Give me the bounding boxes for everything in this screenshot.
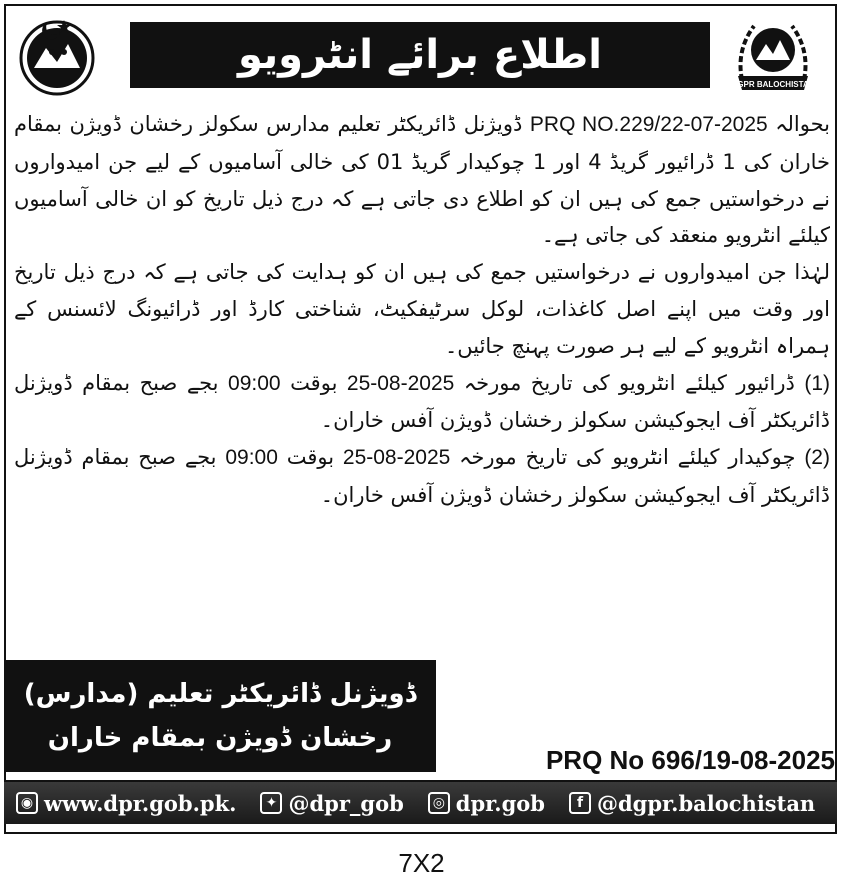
globe-icon: ◉ [16,792,38,814]
social-media-bar [4,780,837,824]
time-label: بوقت [290,370,338,395]
social-twitter-text: @dpr_gob [288,790,404,816]
balochistan-emblem-logo [12,10,102,100]
item-rest: بجے صبح بمقام ڈویژنل ڈائریکٹر آف ایجوکیشن سکولز رخشان ڈویژن آفس خاران۔ [14,370,830,433]
reference-prefix: بحوالہ [775,112,830,136]
signature-line-1: ڈویژنل ڈائریکٹر تعلیم (مدارس) [23,679,417,709]
signature-line-2: رخشان ڈویژن بمقام خاران [47,723,393,753]
item-label: ڈرائیور کیلئے انٹرویو کی تاریخ مورخہ [463,370,795,395]
social-twitter[interactable] [248,782,415,824]
social-website-text: www.dpr.gob.pk. [44,790,237,816]
interview-time: 09:00 [225,446,278,470]
social-website[interactable] [4,782,248,824]
item-label: چوکیدار کیلئے انٹرویو کی تاریخ مورخہ [459,445,796,470]
dgpr-logo-text: DGPR BALOCHISTAN [731,80,815,89]
instagram-icon: ◎ [428,792,450,814]
interview-date: 25-08-2025 [342,446,451,470]
paragraph-1-text: ڈویژنل ڈائریکٹر تعلیم مدارس سکولز رخشان ڈویژن بمقام خاران کی 1 ڈرائیور گریڈ 4 اور 1 چوکیدار گریڈ 01 کی خالی آسامیوں کے لیے جن امیدواروں نے درخواستیں جمع کی ہیں ان کو اطلاع دی جاتی ہے کہ درج ذیل تاریخ کو ان خالی آسامیوں کیلئے انٹرویو منعقد کی جاتی ہے۔ [14,112,830,248]
social-instagram-text: dpr.gob [455,790,545,816]
interview-item-chowkidar [14,439,830,514]
dgpr-balochistan-logo [728,10,818,100]
notice-title-box [130,22,710,88]
time-label: بوقت [286,445,335,470]
facebook-icon: f [569,792,591,814]
twitter-icon: ✦ [260,792,282,814]
social-facebook-text: @dgpr.balochistan [597,790,816,816]
item-number: (1) [804,371,830,395]
ad-size-label: 7X2 [398,848,445,878]
notice-title: اطلاع برائے انٹرویو [238,32,602,78]
notice-body [14,106,830,514]
item-number: (2) [804,446,830,470]
item-rest: بجے صبح بمقام ڈویژنل ڈائریکٹر آف ایجوکیشن سکولز رخشان ڈویژن آفس خاران۔ [14,445,830,507]
reference-number: PRQ NO.229/22-07-2025 [529,113,768,136]
interview-item-driver [14,365,830,440]
interview-time: 09:00 [228,371,281,395]
prq-reference: PRQ No 696/19-08-2025 [545,745,835,775]
notice-paragraph-1 [14,106,830,254]
signature-block [4,660,436,772]
interview-date: 25-08-2025 [346,371,455,395]
social-facebook[interactable] [557,782,827,824]
notice-paragraph-2: لہٰذا جن امیدواروں نے درخواستیں جمع کی ہیں ان کو ہدایت کی جاتی ہے کہ درج ذیل تاریخ اور وقت میں اپنے اصل کاغذات، لوکل سرٹیفکیٹ، شناختی کارڈ اور ڈرائیونگ لائسنس کے ہمراہ انٹرویو کے لیے ہر صورت پہنچ جائیں۔ [14,260,830,358]
social-instagram[interactable] [416,782,557,824]
